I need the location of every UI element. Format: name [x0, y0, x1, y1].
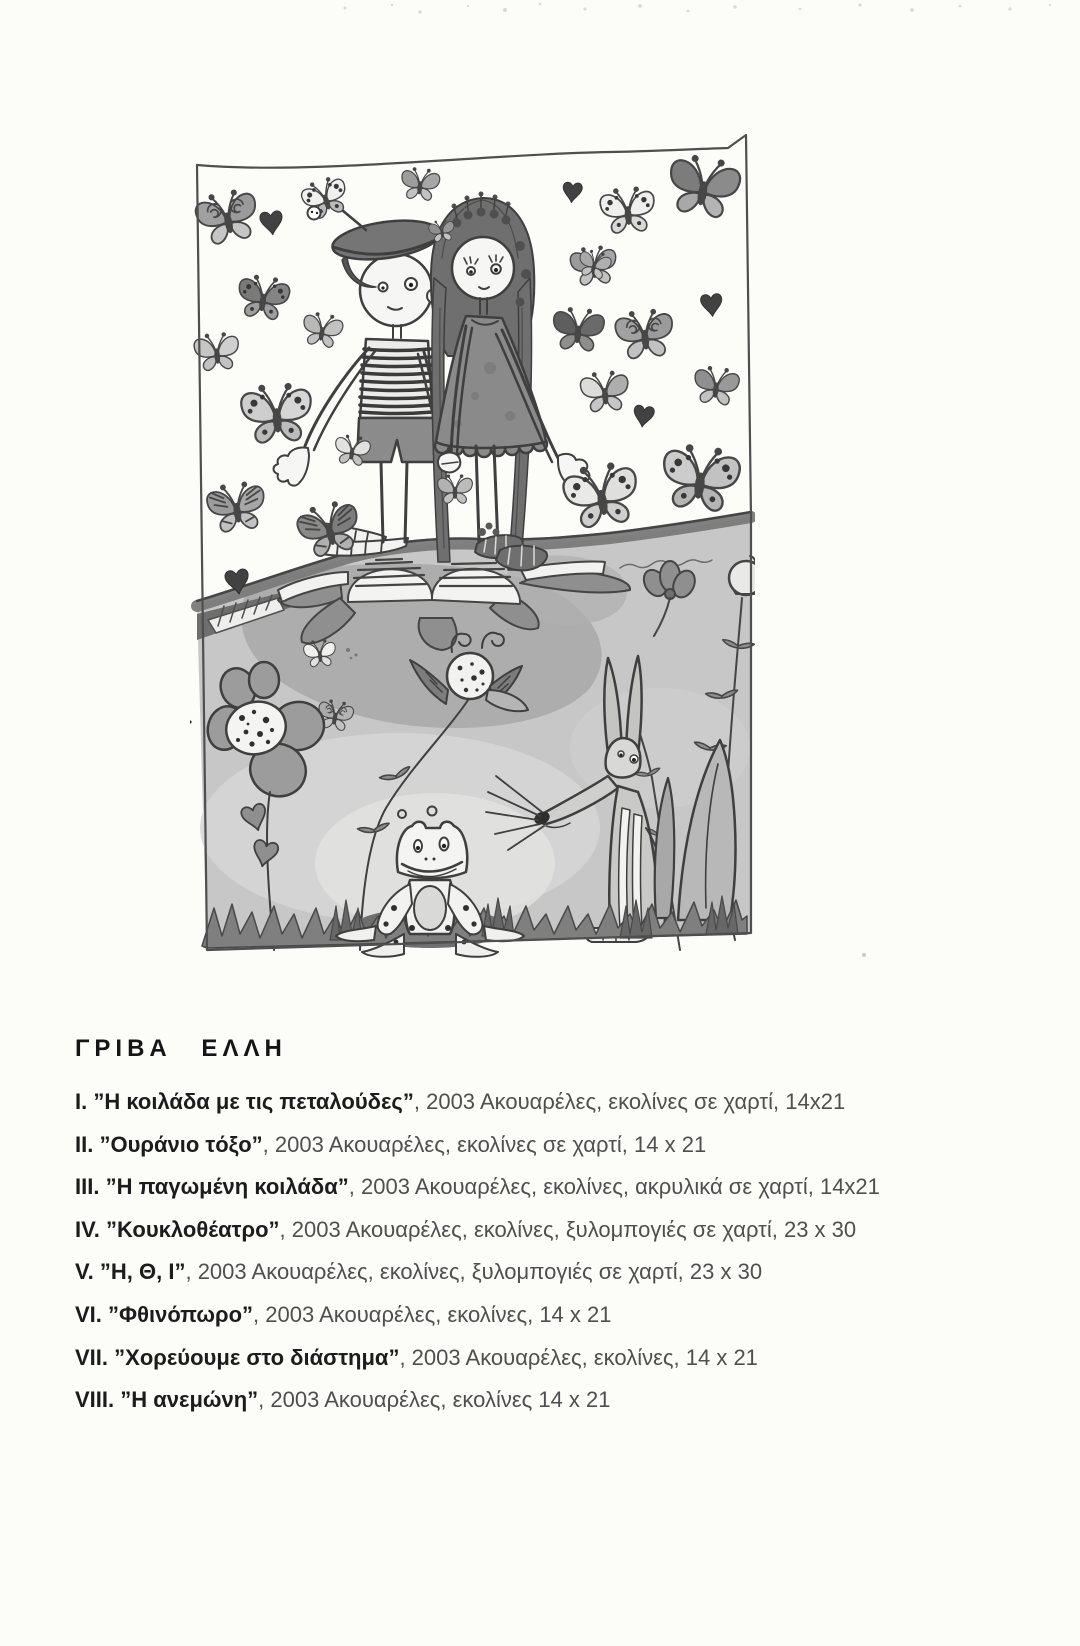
- work-numeral: I.: [75, 1089, 88, 1114]
- work-item-8: [75, 1379, 1055, 1422]
- work-numeral: VII.: [75, 1344, 109, 1370]
- artwork-illustration: [190, 128, 755, 958]
- work-title: ”Ουράνιο τόξο”: [99, 1131, 263, 1157]
- scan-dot: [862, 953, 866, 957]
- catalog-section: [75, 1036, 1055, 1422]
- work-item-7: [75, 1337, 1055, 1380]
- work-details: , 2003 Ακουαρέλες, εκολίνες, ξυλομπογιές σε χαρτί, 23 x 30: [185, 1259, 763, 1285]
- work-details: , 2003 Ακουαρέλες, εκολίνες, ακρυλικά σε χαρτί, 14x21: [348, 1174, 880, 1200]
- work-details: , 2003 Ακουαρέλες, εκολίνες σε χαρτί, 14 x 21: [262, 1131, 707, 1157]
- work-title: ”Η παγωμένη κοιλάδα”: [105, 1174, 349, 1200]
- work-details: , 2003 Ακουαρέλες, εκολίνες, 14 x 21: [399, 1344, 758, 1370]
- works-list: [75, 1081, 1055, 1422]
- artist-name: ΓΡΙΒΑ ΕΛΛΗ: [75, 1035, 287, 1062]
- work-details: , 2003 Ακουαρέλες, εκολίνες, 14 x 21: [253, 1301, 612, 1327]
- work-item-3: [75, 1166, 1055, 1209]
- work-numeral: VI.: [75, 1301, 102, 1327]
- work-title: ”Χορεύουμε στο διάστημα”: [114, 1344, 400, 1370]
- work-numeral: IV.: [75, 1216, 100, 1242]
- work-item-6: [75, 1294, 1055, 1337]
- work-numeral: III.: [75, 1174, 100, 1200]
- work-item-2: [75, 1124, 1055, 1167]
- work-numeral: VIII.: [75, 1387, 115, 1413]
- work-numeral: II.: [75, 1131, 94, 1157]
- work-details: , 2003 Ακουαρέλες, εκολίνες 14 x 21: [258, 1387, 611, 1413]
- clasped-hands: [438, 453, 460, 473]
- work-title: ”Η, Θ, Ι”: [99, 1259, 186, 1285]
- work-title: ”Η κοιλάδα με τις πεταλούδες”: [93, 1089, 414, 1114]
- work-item-1: [75, 1081, 1055, 1124]
- work-numeral: V.: [75, 1259, 94, 1285]
- work-title: ”Φθινόπωρο”: [108, 1301, 254, 1327]
- work-item-5: [75, 1251, 1055, 1294]
- work-item-4: [75, 1209, 1055, 1252]
- work-details: , 2003 Ακουαρέλες, εκολίνες σε χαρτί, 14x21: [413, 1089, 846, 1114]
- scan-noise: [0, 0, 1080, 30]
- work-title: ”Η ανεμώνη”: [120, 1387, 259, 1413]
- work-details: , 2003 Ακουαρέλες, εκολίνες, ξυλομπογιές σε χαρτί, 23 x 30: [279, 1216, 857, 1242]
- work-title: ”Κουκλοθέατρο”: [106, 1216, 280, 1242]
